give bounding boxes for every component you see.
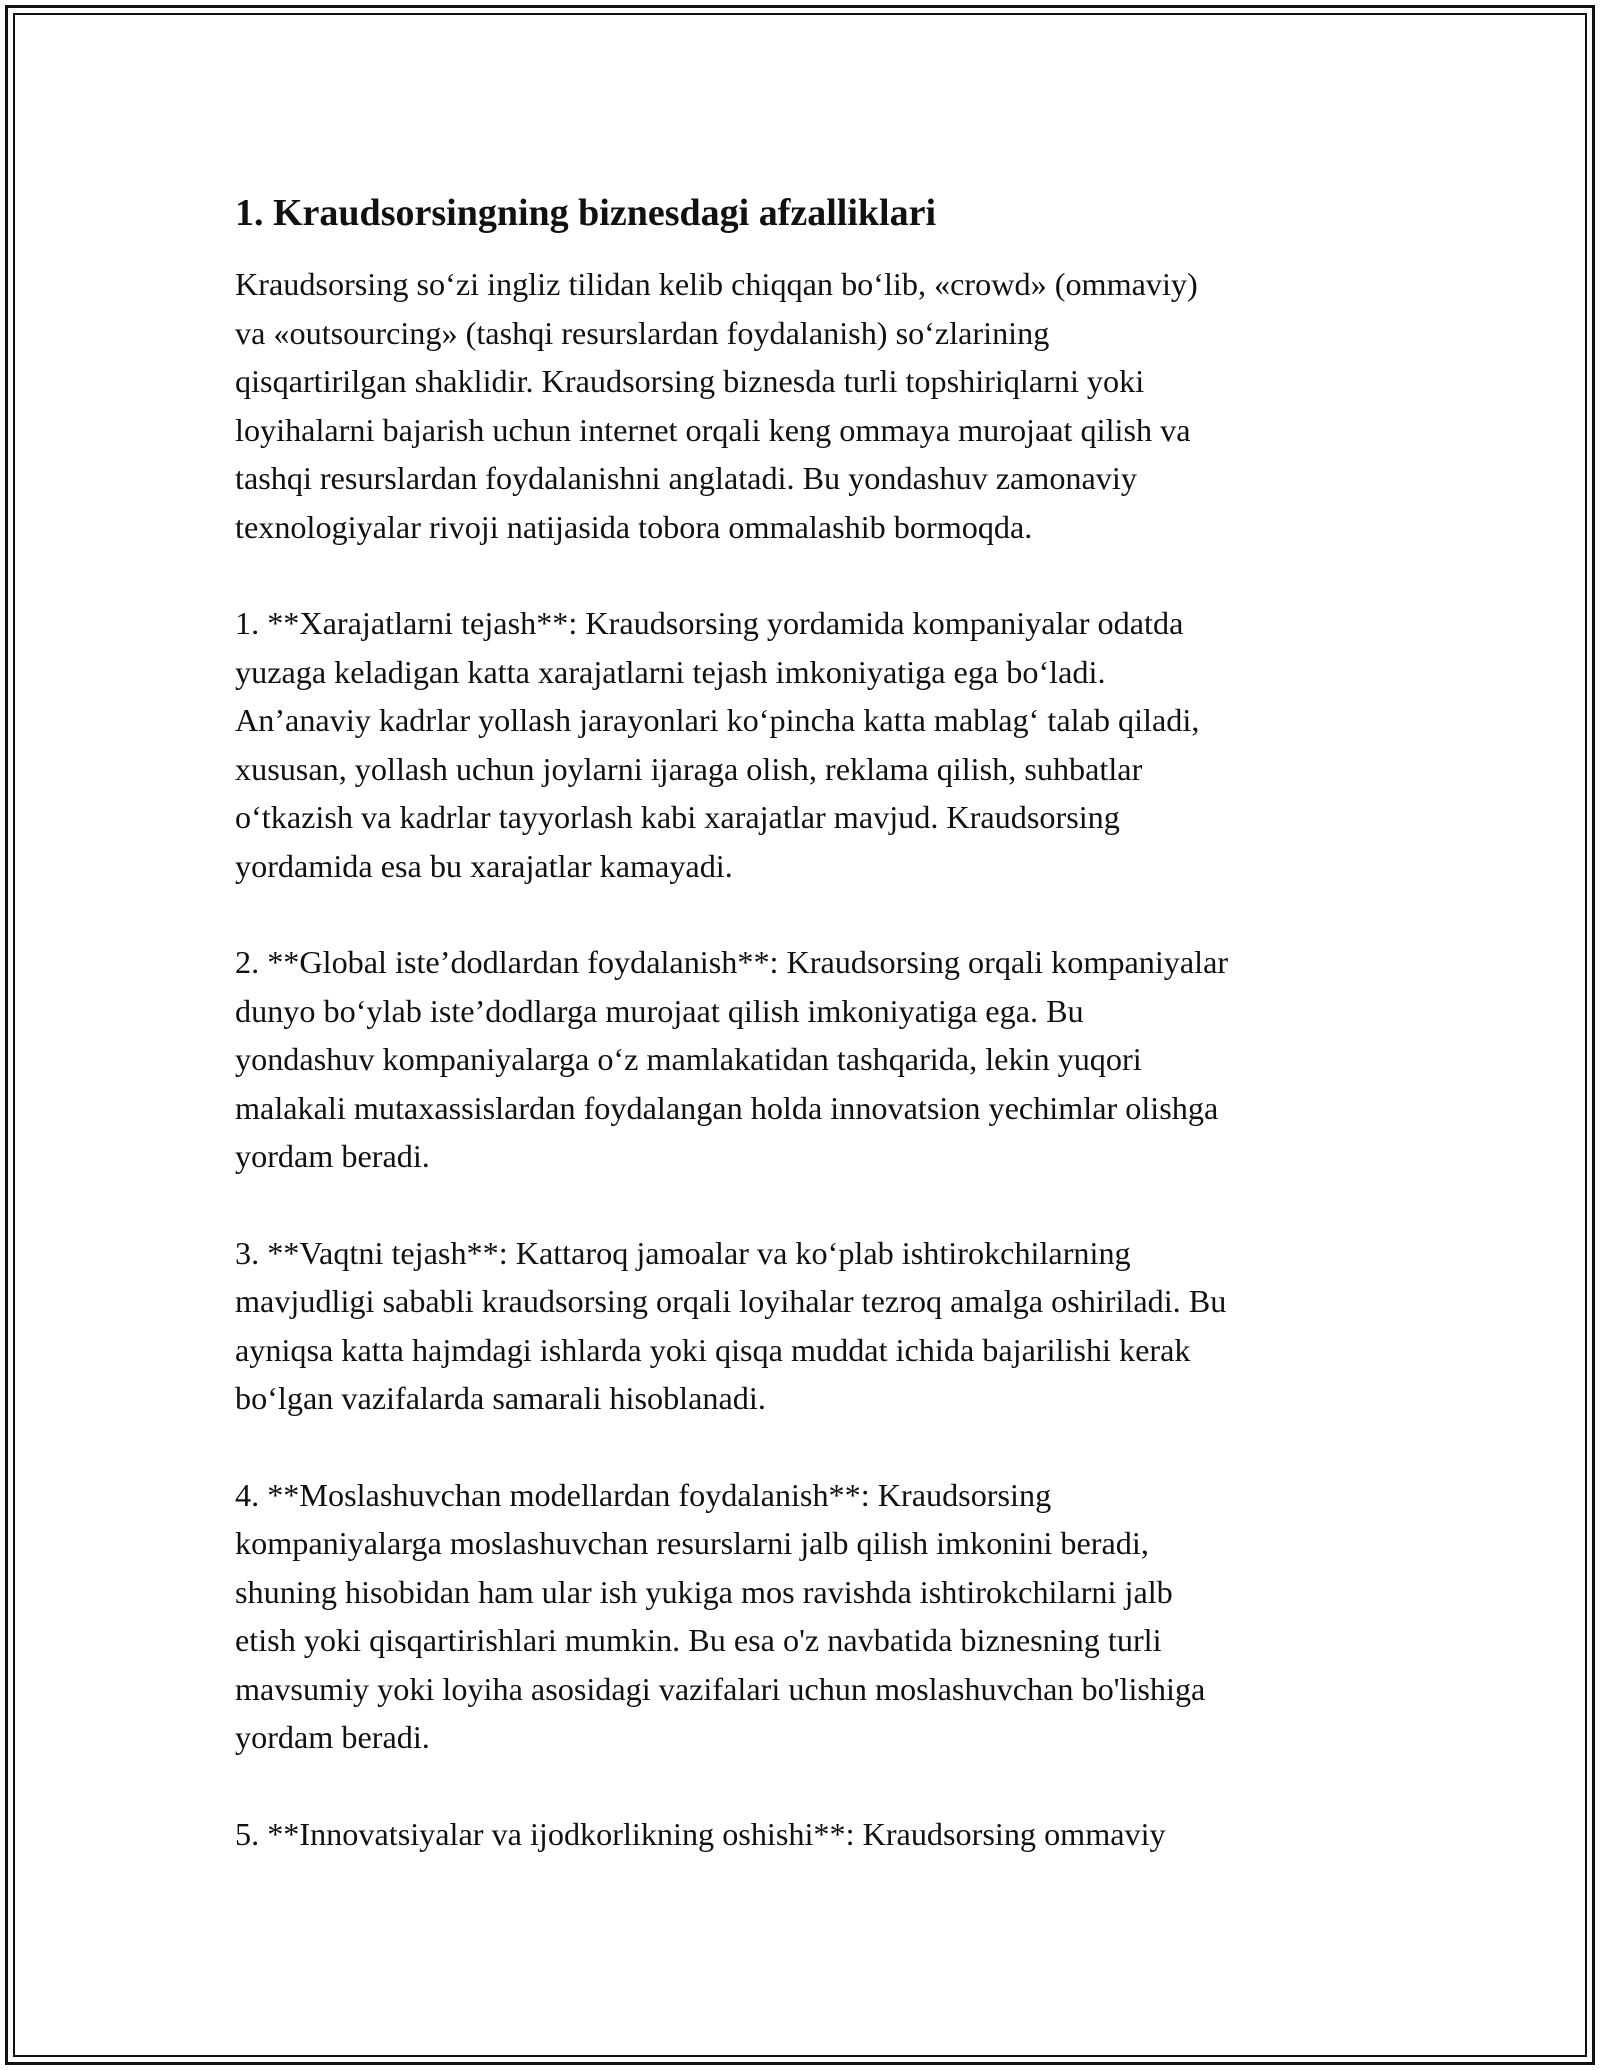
text-line: yordamida esa bu xarajatlar kamayadi. — [235, 847, 733, 884]
text-line: kompaniyalarga moslashuvchan resurslarni jalb qilish imkonini beradi, — [235, 1525, 1149, 1561]
document-body — [235, 188, 1375, 1906]
list-item-flexible-models — [235, 1471, 1375, 1762]
text-line: 3. **Vaqtni tejash**: Kattaroq jamoalar va ko‘plab ishtirokchilarning — [235, 1234, 1131, 1271]
text-line: 4. **Moslashuvchan modellardan foydalanish**: Kraudsorsing — [235, 1476, 1052, 1513]
text-line: yuzaga keladigan katta xarajatlarni tejash imkoniyatiga ega bo‘ladi. — [235, 653, 1106, 690]
text-line: mavsumiy yoki loyiha asosidagi vazifalari uchun moslashuvchan bo'lishiga — [235, 1670, 1206, 1707]
document-title: 1. Kraudsorsingning biznesdagi afzalliklari — [235, 192, 936, 234]
text-line: Kraudsorsing so‘zi ingliz tilidan kelib chiqqan bo‘lib, «crowd» (ommaviy) — [235, 266, 1198, 302]
text-line: etish yoki qisqartirishlari mumkin. Bu esa o'z navbatida biznesning turli — [235, 1622, 1162, 1658]
text-line: An’anaviy kadrlar yollash jarayonlari ko‘pincha katta mablag‘ talab qiladi, — [235, 702, 1200, 738]
text-line: shuning hisobidan ham ular ish yukiga mos ravishda ishtirokchilarni jalb — [235, 1573, 1173, 1610]
text-line: va «outsourcing» (tashqi resurslardan foydalanish) so‘zlarining — [235, 314, 1050, 351]
intro-paragraph — [235, 260, 1375, 551]
text-line: o‘tkazish va kadrlar tayyorlash kabi xarajatlar mavjud. Kraudsorsing — [235, 799, 1120, 835]
text-line: malakali mutaxassislardan foydalangan holda innovatsion yechimlar olishga — [235, 1089, 1219, 1126]
text-line: ayniqsa katta hajmdagi ishlarda yoki qisqa muddat ichida bajarilishi kerak — [235, 1331, 1191, 1368]
text-line: tashqi resurslardan foydalanishni anglatadi. Bu yondashuv zamonaviy — [235, 460, 1137, 496]
text-line: bo‘lgan vazifalarda samarali hisoblanadi. — [235, 1380, 766, 1416]
list-item-innovation — [235, 1810, 1375, 1859]
list-item-cost-saving — [235, 599, 1375, 890]
list-item-time-saving — [235, 1229, 1375, 1423]
text-line: xususan, yollash uchun joylarni ijaraga olish, reklama qilish, suhbatlar — [235, 750, 1143, 787]
text-line: yordam beradi. — [235, 1719, 430, 1755]
text-line: yordam beradi. — [235, 1138, 430, 1174]
text-line: 1. **Xarajatlarni tejash**: Kraudsorsing yordamida kompaniyalar odatda — [235, 605, 1184, 641]
text-line: qisqartirilgan shaklidir. Kraudsorsing biznesda turli topshiriqlarni yoki — [235, 363, 1145, 399]
text-line: 2. **Global iste’dodlardan foydalanish**: Kraudsorsing orqali kompaniyalar — [235, 944, 1229, 980]
text-line: dunyo bo‘ylab iste’dodlarga murojaat qilish imkoniyatiga ega. Bu — [235, 992, 1084, 1029]
text-line: yondashuv kompaniyalarga o‘z mamlakatidan tashqarida, lekin yuqori — [235, 1041, 1142, 1077]
text-line: 5. **Innovatsiyalar va ijodkorlikning oshishi**: Kraudsorsing ommaviy — [235, 1815, 1166, 1852]
list-item-global-talent — [235, 938, 1375, 1181]
text-line: mavjudligi sababli kraudsorsing orqali loyihalar tezroq amalga oshiriladi. Bu — [235, 1283, 1227, 1319]
text-line: texnologiyalar rivoji natijasida tobora ommalashib bormoqda. — [235, 508, 1033, 545]
text-line: loyihalarni bajarish uchun internet orqali keng ommaya murojaat qilish va — [235, 411, 1191, 448]
